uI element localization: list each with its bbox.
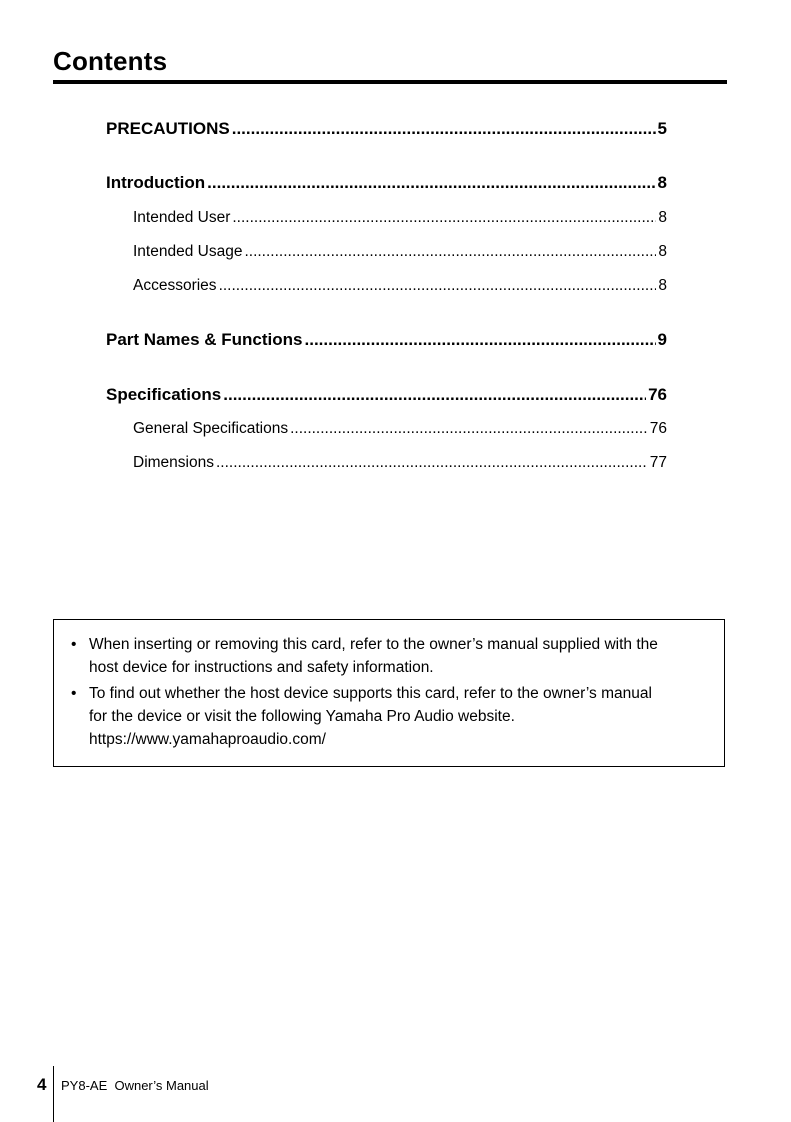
- dot-leader: [305, 329, 656, 351]
- toc-entry-label: Dimensions: [133, 454, 214, 471]
- toc-entry-page: 76: [648, 385, 667, 404]
- dot-leader: [244, 242, 656, 262]
- toc-entry-label: Part Names & Functions: [106, 330, 303, 349]
- toc-entry-page: 5: [657, 119, 667, 138]
- toc-entry-intended-usage[interactable]: [133, 242, 667, 262]
- notice-box: [53, 619, 725, 767]
- bullet-icon: •: [71, 685, 77, 702]
- toc-entry-part-names-functions[interactable]: [106, 329, 667, 351]
- toc-entry-page: 9: [657, 330, 667, 349]
- notice-item: [70, 633, 710, 679]
- toc-entry-precautions[interactable]: [106, 118, 667, 140]
- page-title: Contents: [53, 46, 168, 76]
- title-divider: [53, 80, 727, 84]
- toc-entry-page: 77: [649, 454, 667, 471]
- dot-leader: [232, 208, 656, 228]
- toc-entry-specifications[interactable]: [106, 384, 667, 406]
- notice-text-line: When inserting or removing this card, refer to the owner’s manual supplied with the: [89, 636, 658, 653]
- dot-leader: [290, 419, 648, 439]
- dot-leader: [232, 118, 656, 140]
- dot-leader: [223, 384, 646, 406]
- bullet-icon: •: [71, 636, 77, 653]
- dot-leader: [216, 453, 648, 473]
- notice-item: [70, 682, 710, 751]
- dot-leader: [219, 276, 657, 296]
- toc-entry-general-specifications[interactable]: [133, 419, 667, 439]
- notice-text-line: for the device or visit the following Yamaha Pro Audio website.: [89, 708, 515, 725]
- toc-entry-label: General Specifications: [133, 420, 289, 437]
- toc-entry-page: 8: [658, 243, 667, 260]
- toc-entry-label: Specifications: [106, 385, 222, 404]
- toc-entry-label: Intended Usage: [133, 243, 243, 260]
- toc-entry-accessories[interactable]: [133, 276, 667, 296]
- notice-list: [70, 633, 710, 751]
- toc-entry-label: Intended User: [133, 209, 231, 226]
- footer-manual-title: PY8-AE Owner’s Manual: [61, 1078, 209, 1093]
- toc-entry-page: 8: [658, 277, 667, 294]
- website-link[interactable]: https://www.yamahaproaudio.com/: [89, 731, 326, 748]
- toc-entry-intended-user[interactable]: [133, 208, 667, 228]
- toc-entry-page: 8: [658, 209, 667, 226]
- toc-entry-introduction[interactable]: [106, 172, 667, 194]
- footer-page-number: 4: [37, 1075, 47, 1094]
- dot-leader: [207, 172, 655, 194]
- footer-divider: [53, 1066, 54, 1122]
- toc-entry-page: 8: [657, 173, 667, 192]
- toc-entry-page: 76: [649, 420, 667, 437]
- notice-text-line: host device for instructions and safety information.: [89, 659, 434, 676]
- toc-entry-label: Accessories: [133, 277, 217, 294]
- toc-entry-label: Introduction: [106, 173, 206, 192]
- notice-text-line: To find out whether the host device supports this card, refer to the owner’s manual: [89, 685, 652, 702]
- toc-entry-label: PRECAUTIONS: [106, 119, 230, 138]
- toc-entry-dimensions[interactable]: [133, 453, 667, 473]
